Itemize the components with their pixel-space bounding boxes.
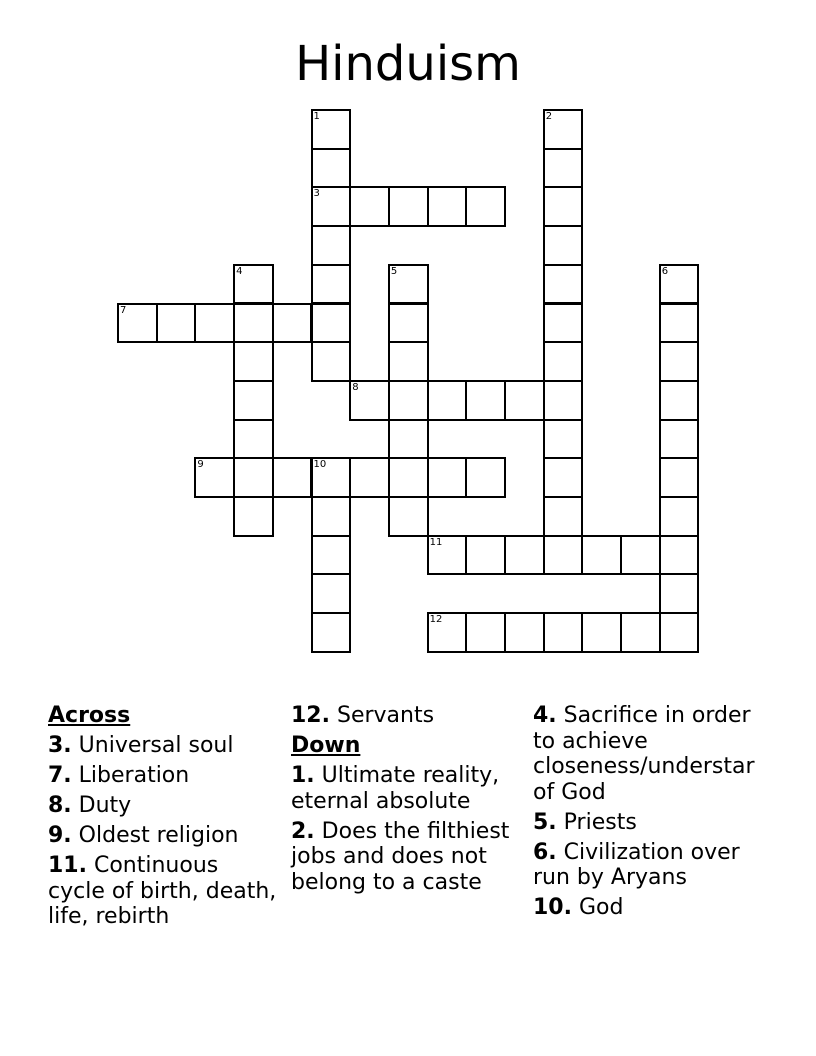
grid-cell[interactable] <box>544 613 583 652</box>
grid-cell[interactable] <box>389 381 428 420</box>
grid-cell[interactable] <box>234 304 273 343</box>
grid-cell[interactable] <box>312 458 351 497</box>
grid-cell[interactable] <box>350 381 389 420</box>
puzzle-title: Hinduism <box>295 36 521 92</box>
grid-cell[interactable] <box>660 458 699 497</box>
grid-cell[interactable] <box>544 110 583 149</box>
grid-cell[interactable] <box>157 304 196 343</box>
grid-cell[interactable] <box>544 458 583 497</box>
grid-cell[interactable] <box>428 187 467 226</box>
down-clue-2: 2. Does the filthiest jobs and does not belong to a caste <box>291 818 510 895</box>
grid-cell[interactable] <box>544 187 583 226</box>
grid-cell[interactable] <box>312 536 351 575</box>
grid-cell[interactable] <box>621 613 660 652</box>
grid-cell[interactable] <box>660 265 699 304</box>
grid-cell[interactable] <box>428 458 467 497</box>
grid-cell[interactable] <box>312 265 351 304</box>
grid-cell[interactable] <box>660 420 699 459</box>
across-clue-3: 3. Universal soul <box>48 733 234 758</box>
clues-column-2 <box>291 703 516 900</box>
down-clue-5: 5. Priests <box>533 809 637 835</box>
grid-cell[interactable] <box>428 381 467 420</box>
clue-number: 1 <box>313 111 320 122</box>
grid-cell[interactable] <box>428 536 467 575</box>
grid-cell[interactable] <box>234 265 273 304</box>
grid-cell[interactable] <box>466 458 505 497</box>
grid-cell[interactable] <box>660 497 699 536</box>
grid-cell[interactable] <box>466 187 505 226</box>
clue-number: 10 <box>313 459 327 471</box>
grid-cell[interactable] <box>312 149 351 188</box>
down-clue-6: 6. Civilization over run by Aryans <box>533 839 740 890</box>
grid-cell[interactable] <box>660 613 699 652</box>
grid-cell[interactable] <box>544 265 583 304</box>
grid-cell[interactable] <box>466 536 505 575</box>
grid-cell[interactable] <box>544 420 583 459</box>
grid-cell[interactable] <box>505 381 544 420</box>
grid-cell[interactable] <box>660 536 699 575</box>
grid-cell[interactable] <box>273 458 312 497</box>
grid-cell[interactable] <box>312 497 351 536</box>
grid-cell[interactable] <box>312 342 351 381</box>
down-heading: Down <box>291 733 361 758</box>
clues-column-1 <box>48 703 278 934</box>
grid-cell[interactable] <box>544 381 583 420</box>
grid-cell[interactable] <box>544 536 583 575</box>
grid-cell[interactable] <box>389 458 428 497</box>
grid-cell[interactable] <box>544 149 583 188</box>
grid-cell[interactable] <box>195 304 234 343</box>
grid-cell[interactable] <box>312 304 351 343</box>
grid-cell[interactable] <box>660 304 699 343</box>
grid-cell[interactable] <box>582 613 621 652</box>
grid-cell[interactable] <box>234 381 273 420</box>
across-clue-12: 12. Servants <box>291 703 435 728</box>
across-clue-9: 9. Oldest religion <box>48 823 239 848</box>
clue-number: 8 <box>352 381 359 393</box>
down-clue-10: 10. God <box>533 895 624 920</box>
grid-cell[interactable] <box>505 536 544 575</box>
clue-number: 9 <box>197 459 204 471</box>
grid-cell[interactable] <box>389 342 428 381</box>
across-heading: Across <box>48 703 131 728</box>
clue-number: 2 <box>545 111 553 122</box>
grid-cell[interactable] <box>428 613 467 652</box>
across-clue-11: 11. Continuous cycle of birth, death, life, rebirth <box>48 853 277 929</box>
grid-cell[interactable] <box>466 613 505 652</box>
clue-number: 3 <box>313 188 320 200</box>
clue-number: 4 <box>236 265 243 277</box>
grid-cell[interactable] <box>389 304 428 343</box>
grid-cell[interactable] <box>234 342 273 381</box>
grid-cell[interactable] <box>621 536 660 575</box>
grid-cell[interactable] <box>273 304 312 343</box>
grid-cell[interactable] <box>118 304 157 343</box>
grid-cell[interactable] <box>660 381 699 420</box>
grid-cell[interactable] <box>544 497 583 536</box>
clue-number: 12 <box>429 614 443 626</box>
grid-cell[interactable] <box>466 381 505 420</box>
clue-number: 6 <box>661 265 669 277</box>
grid-cell[interactable] <box>582 536 621 575</box>
grid-cell[interactable] <box>660 342 699 381</box>
grid-cell[interactable] <box>389 420 428 459</box>
grid-cell[interactable] <box>505 613 544 652</box>
grid-cell[interactable] <box>389 265 428 304</box>
grid-cell[interactable] <box>544 226 583 265</box>
grid-cell[interactable] <box>660 574 699 613</box>
grid-cell[interactable] <box>234 497 273 536</box>
grid-cell[interactable] <box>350 187 389 226</box>
grid-cell[interactable] <box>544 342 583 381</box>
grid-cell[interactable] <box>195 458 234 497</box>
grid-cell[interactable] <box>389 497 428 536</box>
clue-number: 7 <box>120 304 127 316</box>
grid-cell[interactable] <box>389 187 428 226</box>
across-clue-7: 7. Liberation <box>48 763 190 788</box>
down-clue-1: 1. Ultimate reality, eternal absolute <box>291 763 500 814</box>
grid-cell[interactable] <box>312 574 351 613</box>
grid-cell[interactable] <box>350 458 389 497</box>
grid-cell[interactable] <box>234 420 273 459</box>
grid-cell[interactable] <box>312 187 351 226</box>
grid-cell[interactable] <box>312 613 351 652</box>
grid-cell[interactable] <box>312 226 351 265</box>
clue-number: 11 <box>429 536 443 548</box>
grid-cell[interactable] <box>312 110 351 149</box>
down-clue-4: 4. Sacrifice in order to achieve closeness/understar of God <box>533 703 755 805</box>
clue-number: 5 <box>390 265 398 277</box>
grid-cell[interactable] <box>544 304 583 343</box>
grid-cell[interactable] <box>234 458 273 497</box>
across-clue-8: 8. Duty <box>48 793 132 818</box>
clues-column-3 <box>533 703 769 925</box>
